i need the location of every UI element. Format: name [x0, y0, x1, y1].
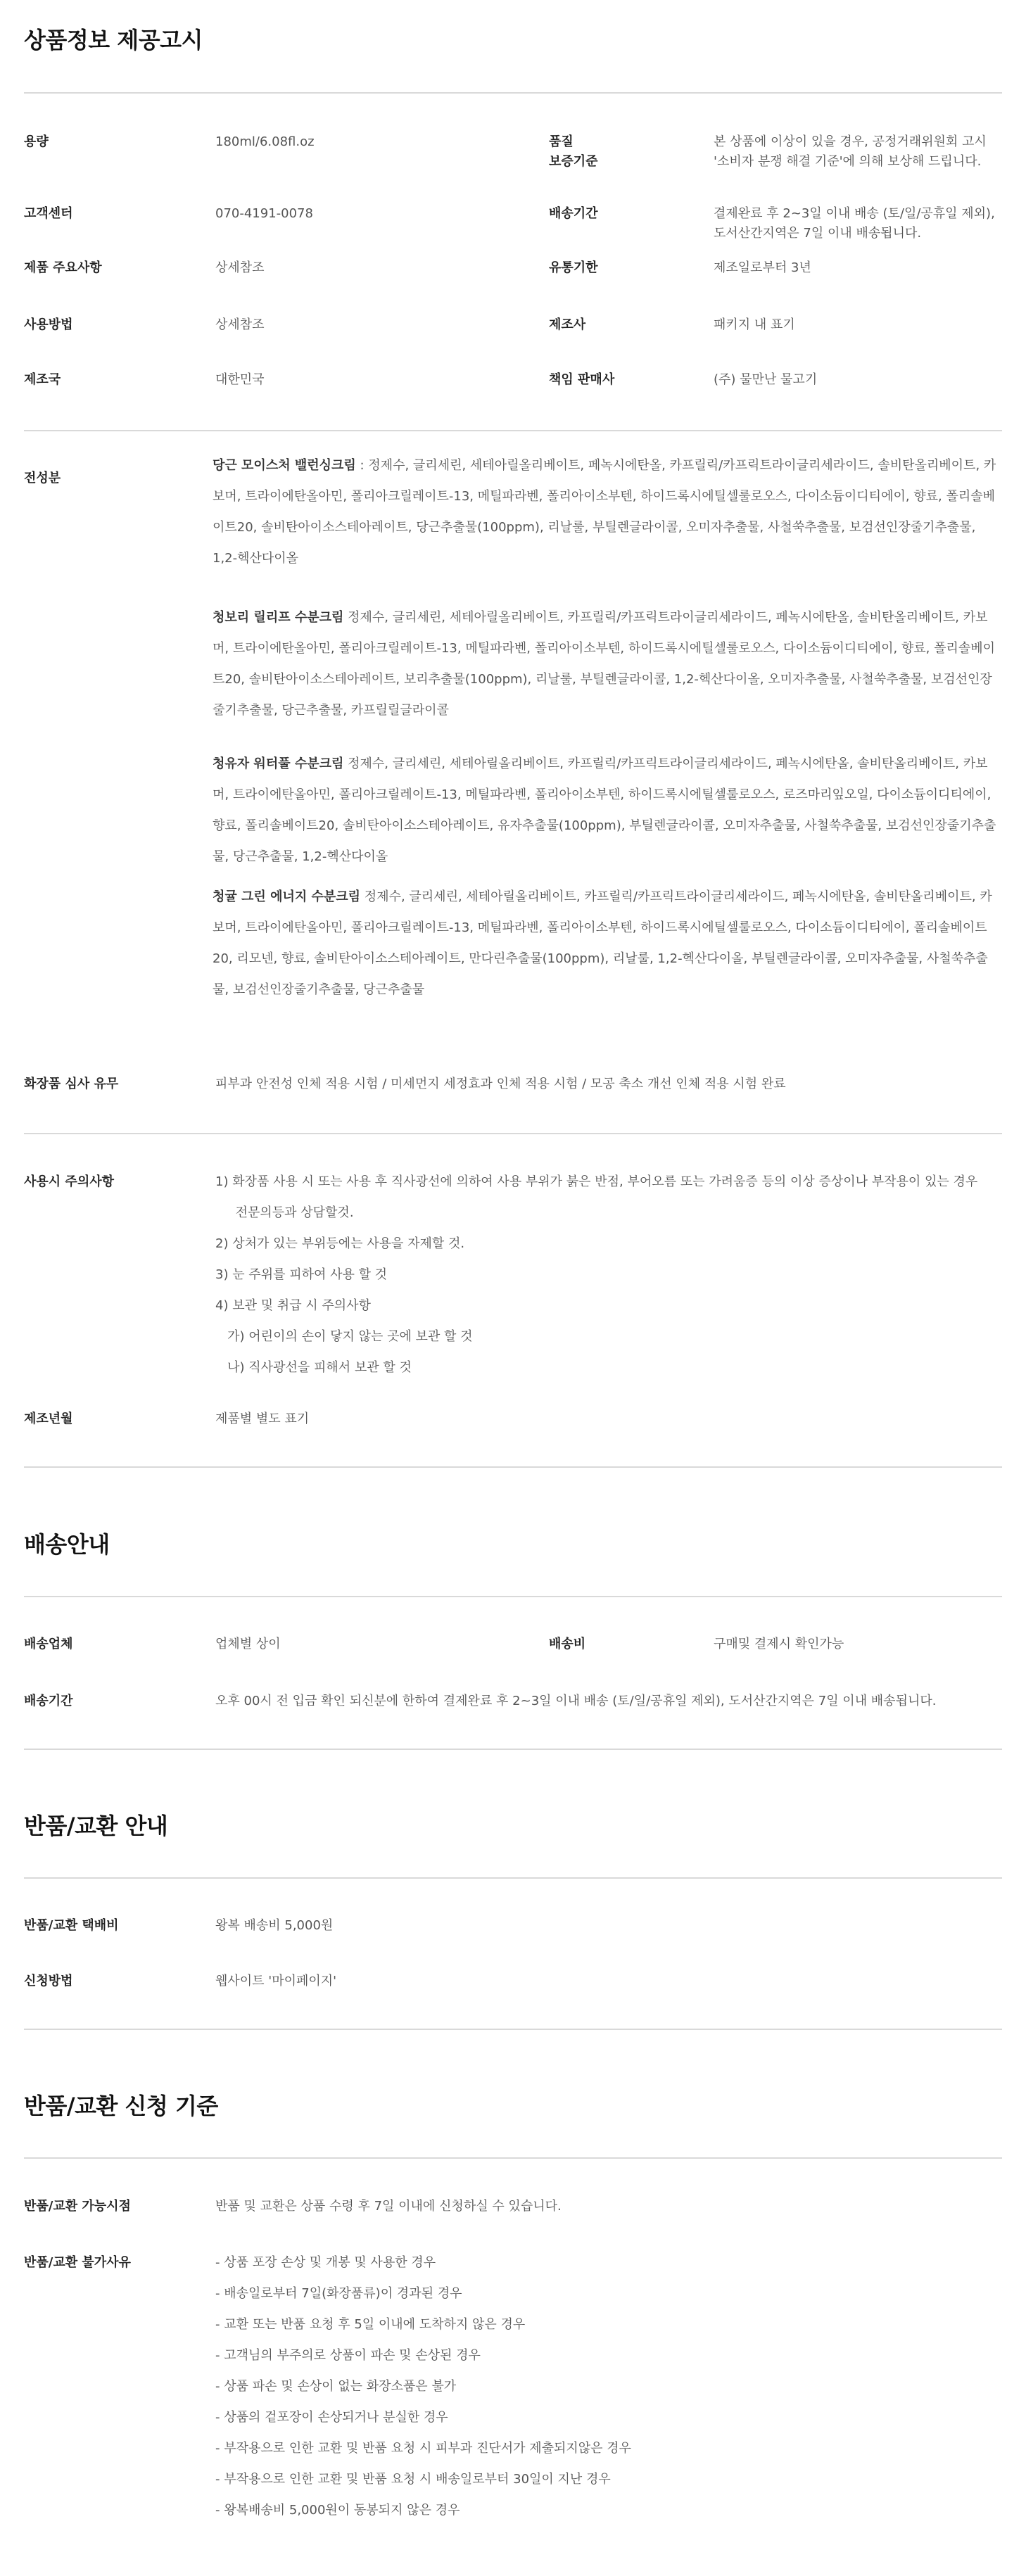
return-impossible-label: 반품/교환 불가사유	[24, 2255, 131, 2270]
ingredient-item	[213, 882, 1001, 1005]
usage-label: 사용방법	[24, 317, 73, 332]
return-method-label: 신청방법	[24, 1974, 73, 1988]
caution-item: 가) 어린이의 손이 닿지 않는 곳에 보관 할 것	[215, 1329, 473, 1344]
shipping-period-value: 오후 00시 전 입금 확인 되신분에 한하여 결제완료 후 2~3일 이내 배송 (토/일/공휴일 제외), 도서산간지역은 7일 이내 배송됩니다.	[215, 1694, 937, 1708]
ingredient-product-name: 청보리 릴리프 수분크림	[213, 610, 344, 625]
list-item: - 상품의 겉포장이 손상되거나 분실한 경우	[215, 2410, 448, 2425]
list-item: - 상품 파손 및 손상이 없는 화장소품은 불가	[215, 2379, 457, 2394]
caution-label: 사용시 주의사항	[24, 1174, 114, 1189]
shipping-carrier-label: 배송업체	[24, 1637, 73, 1651]
shipping-carrier-value: 업체별 상이	[215, 1637, 281, 1651]
divider	[24, 1596, 1002, 1597]
ingredient-list: : 정제수, 글리세린, 세테아릴올리베이트, 페녹시에탄올, 카프릴릭/카프릭트라이글리세라이드, 솔비탄올리베이트, 카보머, 트라이에탄올아민, 폴리아크릴레이트-13, 메틸파라벤, 폴리아이소부텐, 하이드록시에틸셀룰로오스, 다이소듐이디티에이, 향료, 폴리솔베이트20, 솔비탄아이소스테아레이트, 당근추출물(100ppm), 리날룰, 부틸렌글라이콜, 오미자추출물, 사철쑥추출물, 보검선인장줄기추출물, 1,2-헥산다이올	[213, 458, 996, 566]
divider	[24, 1466, 1002, 1468]
ingredient-item	[213, 749, 1001, 873]
delivery-period-label: 배송기간	[549, 206, 598, 221]
caution-item: 2) 상처가 있는 부위등에는 사용을 자제할 것.	[215, 1236, 465, 1251]
list-item: - 부작용으로 인한 교환 및 반품 요청 시 피부과 진단서가 제출되지않은 경우	[215, 2441, 632, 2456]
quality-guarantee-label: 품질 보증기준	[549, 134, 598, 169]
divider	[24, 2157, 1002, 2159]
ingredient-list: 정제수, 글리세린, 세테아릴올리베이트, 카프릴릭/카프릭트라이글리세라이드, 페녹시에탄올, 솔비탄올리베이트, 카보머, 트라이에탄올아민, 폴리아크릴레이트-13, 메틸파라벤, 폴리아이소부텐, 하이드록시에틸셀룰로오스, 로즈마리잎오일, 다이소듐이디티에이, 향료, 폴리솔베이트20, 솔비탄아이소스테아레이트, 유자추출물(100ppm), 부틸렌글라이콜, 오미자추출물, 사철쑥추출물, 보검선인장줄기추출물, 당근추출물, 1,2-헥산다이올	[213, 756, 996, 864]
return-possible-label: 반품/교환 가능시점	[24, 2199, 131, 2214]
list-item: - 교환 또는 반품 요청 후 5일 이내에 도착하지 않은 경우	[215, 2317, 526, 2332]
ingredient-list: 정제수, 글리세린, 세테아릴올리베이트, 카프릴릭/카프릭트라이글리세라이드, 페녹시에탄올, 솔비탄올리베이트, 카보머, 트라이에탄올아민, 폴리아크릴레이트-13, 메틸파라벤, 폴리아이소부텐, 하이드록시에틸셀룰로오스, 다이소듐이디티에이, 향료, 폴리솔베이트20, 솔비탄아이소스테아레이트, 보리추출물(100ppm), 리날룰, 부틸렌글라이콜, 1,2-헥산다이올, 오미자추출물, 사철쑥추출물, 보검선인장줄기추출물, 당근추출물, 카프릴릴글라이콜	[213, 610, 996, 718]
list-item: - 상품 포장 손상 및 개봉 및 사용한 경우	[215, 2255, 436, 2270]
caution-item: 1) 화장품 사용 시 또는 사용 후 직사광선에 의하여 사용 부위가 붉은 반점, 부어오름 또는 가려움증 등의 이상 증상이나 부작용이 있는 경우	[215, 1174, 978, 1189]
divider	[24, 1133, 1002, 1134]
divider	[24, 430, 1002, 431]
usage-value: 상세참조	[215, 317, 265, 332]
list-item: - 고객님의 부주의로 상품이 파손 및 손상된 경우	[215, 2348, 481, 2363]
ingredient-item	[213, 450, 1001, 574]
list-item: - 배송일로부터 7일(화장품류)이 경과된 경우	[215, 2286, 462, 2301]
return-method-value: 웹사이트 '마이페이지'	[215, 1974, 337, 1988]
return-fee-label: 반품/교환 택배비	[24, 1918, 119, 1933]
caution-item: 나) 직사광선을 피해서 보관 할 것	[215, 1360, 412, 1375]
caution-item: 3) 눈 주위를 피하여 사용 할 것	[215, 1267, 388, 1282]
ingredient-product-name: 청귤 그린 에너지 수분크림	[213, 889, 361, 904]
manufacturer-label: 제조사	[549, 317, 586, 332]
list-item: - 왕복배송비 5,000원이 동봉되지 않은 경우	[215, 2503, 460, 2518]
ingredient-product-name: 청유자 워터풀 수분크림	[213, 756, 344, 771]
manufacturer-value: 패키지 내 표기	[714, 317, 795, 332]
shipping-period-label: 배송기간	[24, 1694, 73, 1708]
country-value: 대한민국	[215, 372, 265, 387]
distributor-value: (주) 물만난 물고기	[714, 372, 818, 387]
return-fee-value: 왕복 배송비 5,000원	[215, 1918, 334, 1933]
shipping-fee-value: 구매및 결제시 확인가능	[714, 1637, 844, 1651]
ingredient-item	[213, 602, 1001, 726]
ingredient-product-name: 당근 모이스처 밸런싱크림	[213, 458, 356, 473]
ingredients-label: 전성분	[24, 471, 61, 486]
shelf-life-label: 유통기한	[549, 260, 598, 275]
caution-item: 4) 보관 및 취급 시 주의사항	[215, 1298, 371, 1313]
shipping-title: 배송안내	[24, 1531, 110, 1558]
mfg-date-label: 제조년월	[24, 1411, 73, 1426]
cosmetic-review-value: 피부과 안전성 인체 적용 시험 / 미세먼지 세정효과 인체 적용 시험 / 모공 축소 개선 인체 적용 시험 완료	[215, 1077, 786, 1091]
product-info-title: 상품정보 제공고시	[24, 27, 203, 53]
distributor-label: 책임 판매사	[549, 372, 615, 387]
delivery-period-value: 결제완료 후 2~3일 이내 배송 (토/일/공휴일 제외), 도서산간지역은 7일 이내 배송됩니다.	[714, 206, 995, 241]
mfg-date-value: 제품별 별도 표기	[215, 1411, 310, 1426]
divider	[24, 1749, 1002, 1750]
capacity-label: 용량	[24, 134, 49, 149]
ingredient-list: 정제수, 글리세린, 세테아릴올리베이트, 카프릴릭/카프릭트라이글리세라이드, 페녹시에탄올, 솔비탄올리베이트, 카보머, 트라이에탄올아민, 폴리아크릴레이트-13, 메틸파라벤, 폴리아이소부텐, 하이드록시에틸셀룰로오스, 다이소듐이디티에이, 폴리솔베이트20, 리모넨, 향료, 솔비탄아이소스테아레이트, 만다린추출물(100ppm), 리날룰, 1,2-헥산다이올, 부틸렌글라이콜, 오미자추출물, 사철쑥추출물, 보검선인장줄기추출물, 당근추출물	[213, 889, 992, 997]
main-features-label: 제품 주요사항	[24, 260, 102, 275]
return-possible-value: 반품 및 교환은 상품 수령 후 7일 이내에 신청하실 수 있습니다.	[215, 2199, 562, 2214]
customer-center-label: 고객센터	[24, 206, 73, 221]
list-item: - 부작용으로 인한 교환 및 반품 요청 시 배송일로부터 30일이 지난 경우	[215, 2472, 611, 2487]
main-features-value: 상세참조	[215, 260, 265, 275]
capacity-value: 180ml/6.08fl.oz	[215, 134, 315, 149]
returns-title: 반품/교환 안내	[24, 1813, 168, 1839]
caution-item: 전문의등과 상담할것.	[215, 1205, 354, 1220]
divider	[24, 2029, 1002, 2030]
cosmetic-review-label: 화장품 심사 유무	[24, 1077, 119, 1091]
quality-guarantee-value: 본 상품에 이상이 있을 경우, 공정거래위원회 고시 '소비자 분쟁 해결 기준'에 의해 보상해 드립니다.	[714, 134, 987, 169]
divider	[24, 92, 1002, 94]
return-criteria-title: 반품/교환 신청 기준	[24, 2093, 218, 2119]
divider	[24, 1877, 1002, 1879]
shipping-fee-label: 배송비	[549, 1637, 586, 1651]
country-label: 제조국	[24, 372, 61, 387]
shelf-life-value: 제조일로부터 3년	[714, 260, 811, 275]
customer-center-value: 070-4191-0078	[215, 206, 313, 221]
